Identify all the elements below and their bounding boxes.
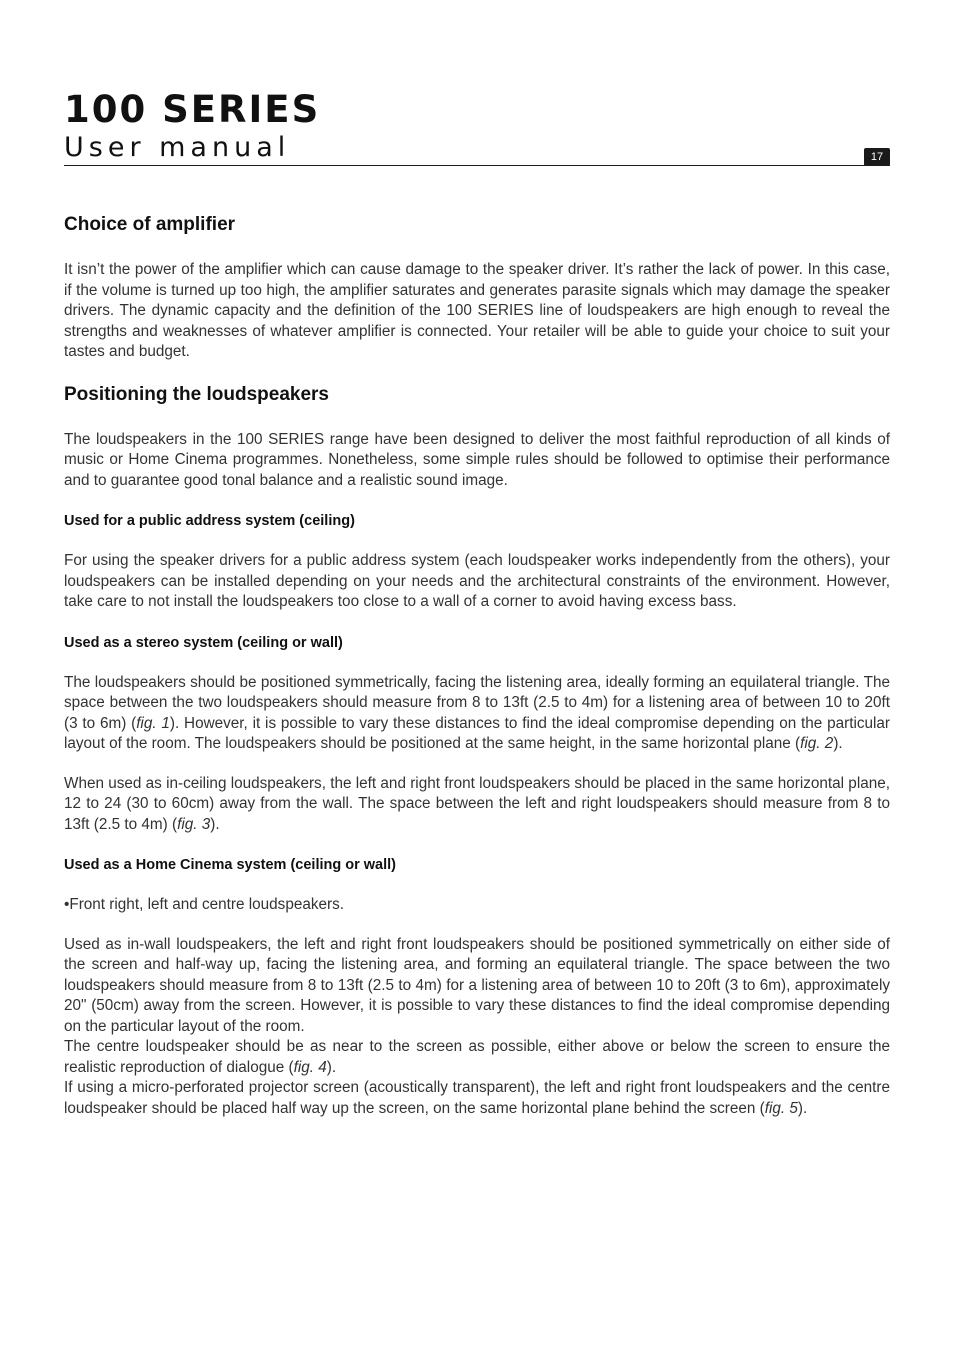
paragraph-amplifier: It isn’t the power of the amplifier which can cause damage to the speaker driver. It’s rather the lack of power. In this case, if the volume is turned up too high, the amplifier saturates and generates parasite signals which may damage the speaker drivers. The dynamic capacity and the definition of the 100 SERIES line of loudspeakers are high enough to reveal the strengths and weaknesses of whatever amplifier is connected. Your retailer will be able to guide your choice to suit your tastes and budget. bbox=[64, 261, 890, 360]
figure-ref-5: fig. 5 bbox=[764, 1099, 798, 1117]
subheading-stereo: Used as a stereo system (ceiling or wall) bbox=[64, 634, 343, 651]
figure-ref-3: fig. 3 bbox=[177, 815, 211, 833]
document-title: 100 SERIES bbox=[64, 88, 321, 131]
header-divider bbox=[64, 165, 890, 166]
page-number-badge: 17 bbox=[864, 148, 890, 166]
section-heading-positioning: Positioning the loudspeakers bbox=[64, 383, 329, 405]
figure-ref-4: fig. 4 bbox=[293, 1058, 327, 1076]
figure-ref-2: fig. 2 bbox=[800, 735, 834, 752]
paragraph-stereo-2: When used as in-ceiling loudspeakers, the left and right front loudspeakers should be placed in the same horizontal plane, 12 to 24 (30 to 60cm) away from the wall. The space between the left and right loudspeakers should measure from 8 to 13ft (2.5 to 4m) (fig. 3). bbox=[64, 774, 890, 833]
paragraph-public-address: For using the speaker drivers for a public address system (each loudspeaker works independently from the others), your loudspeakers can be installed depending on your needs and the architectural constraints of the environment. However, take care to not install the loudspeakers too close to a wall of a corner to avoid having excess bass. bbox=[64, 552, 890, 610]
bullet-front-speakers: •Front right, left and centre loudspeakers. bbox=[64, 896, 344, 913]
paragraph-positioning: The loudspeakers in the 100 SERIES range have been designed to deliver the most faithful reproduction of all kinds of music or Home Cinema programmes. Nonetheless, some simple rules should be followed to optimise their performance and to guarantee good tonal balance and a realistic sound image. bbox=[64, 430, 890, 489]
paragraph-cinema-2: The centre loudspeaker should be as near to the screen as possible, either above or below the screen to ensure the realistic reproduction of dialogue (fig. 4). bbox=[64, 1038, 890, 1076]
document-subtitle: User manual bbox=[64, 132, 291, 163]
page-header bbox=[64, 88, 890, 164]
paragraph-stereo-1: The loudspeakers should be positioned symmetrically, facing the listening area, ideally forming an equilateral triangle. The space between the two loudspeakers should measure from 8 to 13ft (2.5 to 4m) for a listening area of between 10 to 20ft (3 to 6m) (fig. 1). However, it is possible to vary these distances to find the ideal compromise depending on the particular layout of the room. The loudspeakers should be positioned at the same height, in the same horizontal plane (fig. 2). bbox=[64, 673, 890, 752]
paragraph-cinema-3: If using a micro-perforated projector screen (acoustically transparent), the left and right front loudspeakers and the centre loudspeaker should be placed half way up the screen, on the same horizontal plane behind the screen (fig. 5). bbox=[64, 1079, 890, 1117]
subheading-home-cinema: Used as a Home Cinema system (ceiling or wall) bbox=[64, 857, 397, 873]
figure-ref-1: fig. 1 bbox=[136, 714, 170, 732]
page-content bbox=[64, 210, 890, 1119]
subheading-public-address: Used for a public address system (ceiling) bbox=[64, 513, 355, 529]
paragraph-cinema-1: Used as in-wall loudspeakers, the left and right front loudspeakers should be positioned symmetrically on either side of the screen and half-way up, facing the listening area, and forming an equilateral triangle. The space between the two loudspeakers should measure from 8 to 13ft (2.5 to 4m) for a listening area of between 10 to 20ft (3 to 6m), approximately 20" (50cm) away from the screen. However, it is possible to vary these distances to find the ideal compromise depending on the particular layout of the room. bbox=[64, 935, 890, 1035]
section-heading-amplifier: Choice of amplifier bbox=[64, 214, 236, 235]
